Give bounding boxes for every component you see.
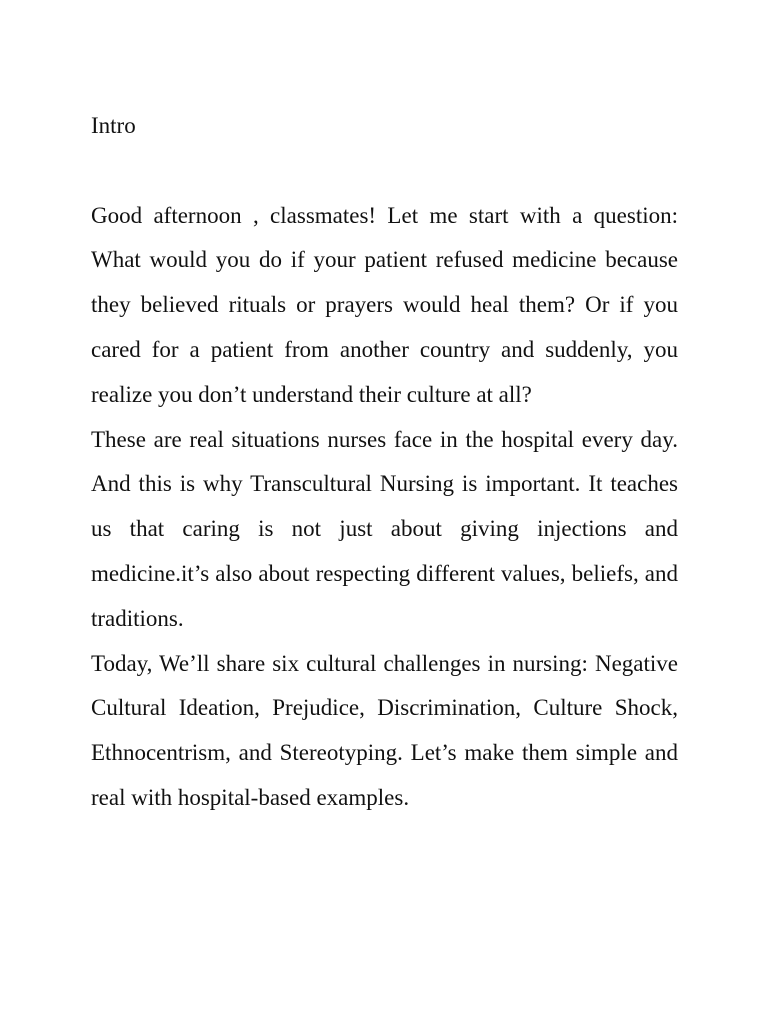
paragraph-opening-questions: Good afternoon , classmates! Let me start with a question: What would you do if your patient refused medicine because they believed rituals or prayers would heal them? Or if you cared for a patient from another country and suddenly, you realize you don’t understand their culture at all? bbox=[91, 202, 678, 407]
document-body bbox=[91, 104, 678, 821]
blank-line bbox=[91, 149, 678, 194]
paragraph-transcultural-nursing: These are real situations nurses face in the hospital every day. And this is why Transcultural Nursing is important. It teaches us that caring is not just about giving injections and medicine.it’s also about respecting different values, beliefs, and traditions. bbox=[91, 426, 678, 631]
section-heading: Intro bbox=[91, 113, 136, 138]
paragraph-six-challenges: Today, We’ll share six cultural challenges in nursing: Negative Cultural Ideation, Prejudice, Discrimination, Culture Shock, Ethnocentrism, and Stereotyping. Let’s make them simple and real with hospital-based examples. bbox=[91, 650, 678, 810]
